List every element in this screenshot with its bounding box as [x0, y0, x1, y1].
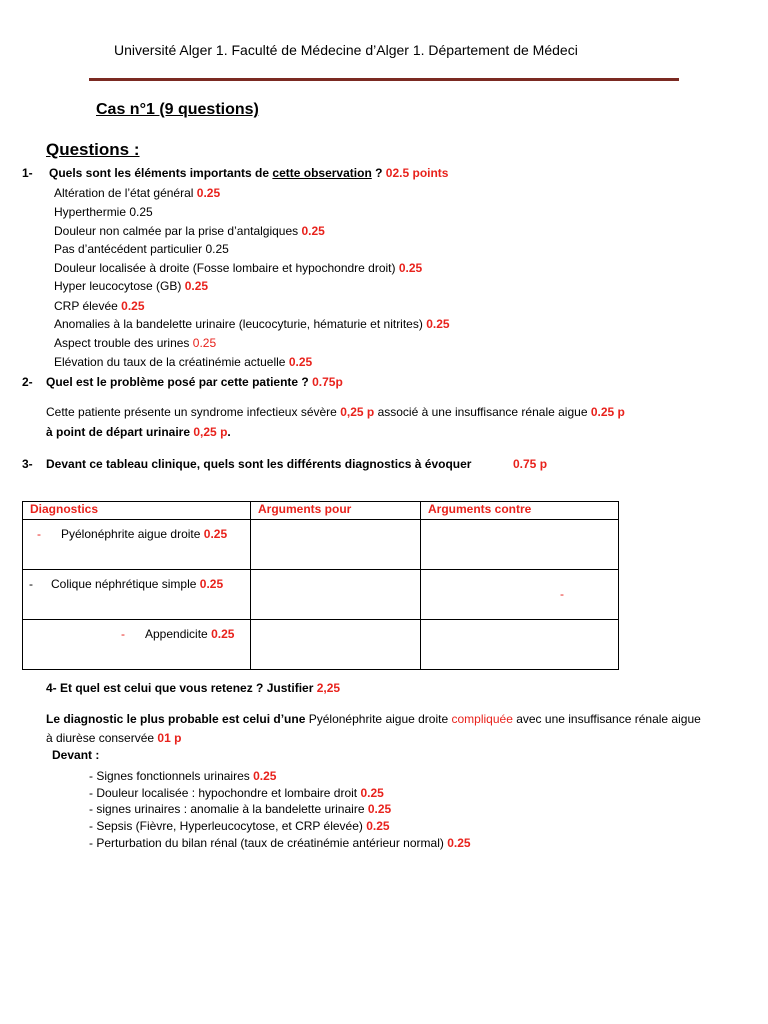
q1-item: Douleur localisée à droite (Fosse lombaire et hypochondre droit) 0.25: [54, 261, 423, 275]
q1-item: Elévation du taux de la créatinémie actuelle 0.25: [54, 355, 313, 369]
q4-points: 2,25: [316, 681, 341, 695]
case-title: Cas n°1 (9 questions): [96, 101, 259, 118]
q4-devant: Devant :: [52, 748, 100, 762]
q4-item: - Douleur localisée : hypochondre et lombaire droit 0.25: [89, 786, 384, 800]
header-cell: Diagnostics: [23, 502, 251, 520]
q2-answer-line1: Cette patiente présente un syndrome infectieux sévère 0,25 p associé à une insuffisance rénale aigue 0.25 p: [46, 405, 625, 419]
q1-item: Aspect trouble des urines 0.25: [54, 336, 217, 350]
table-row: [23, 520, 619, 570]
q1-text: Quels sont les éléments importants de cette observation ? 02.5 points: [49, 166, 449, 180]
header-cell: Arguments contre: [421, 502, 619, 520]
diagnostics-table: [22, 501, 619, 670]
page-header: Université Alger 1. Faculté de Médecine d’Alger 1. Département de Médeci: [114, 42, 578, 58]
arguments-contre-cell: [421, 620, 619, 670]
q4-text: 4- Et quel est celui que vous retenez ? Justifier 2,25: [46, 681, 341, 695]
q1-points: 02.5 points: [385, 166, 449, 180]
arguments-contre-cell: [421, 520, 619, 570]
q4-answer-line2: à diurèse conservée 01 p: [46, 731, 182, 745]
q1-item: Hyperthermie 0.25: [54, 205, 153, 219]
diagnostic-cell: - Colique néphrétique simple 0.25: [23, 570, 251, 620]
q4-item: - Sepsis (Fièvre, Hyperleucocytose, et CRP élevée) 0.25: [89, 819, 390, 833]
header-rule: [89, 78, 679, 81]
q3-number: 3-: [22, 457, 33, 471]
arguments-contre-cell: -: [421, 570, 619, 620]
q4-answer-line1: Le diagnostic le plus probable est celui d’une Pyélonéphrite aigue droite compliquée avec une insuffisance rénale aigue: [46, 712, 701, 726]
table-row: [23, 570, 619, 620]
arguments-pour-cell: [251, 570, 421, 620]
q4-item: - Signes fonctionnels urinaires 0.25: [89, 769, 277, 783]
arguments-pour-cell: [251, 520, 421, 570]
table-row: [23, 620, 619, 670]
q2-points: 0.75p: [312, 375, 343, 389]
q1-item: Pas d’antécédent particulier 0.25: [54, 242, 229, 256]
diagnostic-cell: - Appendicite 0.25: [23, 620, 251, 670]
q1-item: Hyper leucocytose (GB) 0.25: [54, 279, 209, 293]
diagnostic-cell: - Pyélonéphrite aigue droite 0.25: [23, 520, 251, 570]
q3-text: Devant ce tableau clinique, quels sont les différents diagnostics à évoquer: [46, 457, 472, 471]
q4-item: - signes urinaires : anomalie à la bandelette urinaire 0.25: [89, 802, 392, 816]
q1-item: Altération de l’état général 0.25: [54, 186, 221, 200]
arguments-pour-cell: [251, 620, 421, 670]
q1-number: 1-: [22, 166, 33, 180]
q3-points: 0.75 p: [513, 457, 548, 471]
q2-number: 2-: [22, 375, 33, 389]
questions-title: Questions :: [46, 140, 140, 159]
q1-item: CRP élevée 0.25: [54, 299, 145, 313]
q1-item: Anomalies à la bandelette urinaire (leucocyturie, hématurie et nitrites) 0.25: [54, 317, 450, 331]
header-cell: Arguments pour: [251, 502, 421, 520]
q1-item: Douleur non calmée par la prise d’antalgiques 0.25: [54, 224, 325, 238]
q4-item: - Perturbation du bilan rénal (taux de créatinémie antérieur normal) 0.25: [89, 836, 471, 850]
q2-answer-line2: à point de départ urinaire 0,25 p.: [46, 425, 231, 439]
table-header-row: [23, 502, 619, 520]
q2-text: Quel est le problème posé par cette patiente ? 0.75p: [46, 375, 343, 389]
